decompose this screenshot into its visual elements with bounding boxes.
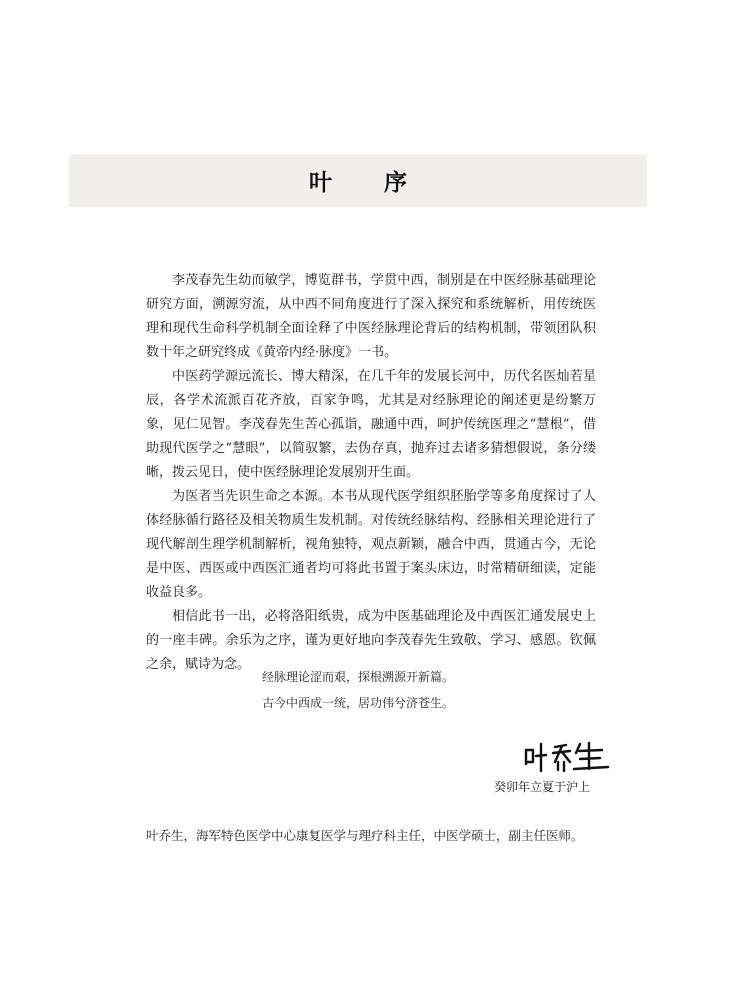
page-title: 叶 序 — [308, 170, 429, 196]
poem-line: 经脉理论涩而艰，探根溯源开新篇。 — [262, 670, 455, 684]
paragraph: 中医药学源远流长、博大精深，在几千年的发展长河中，历代名医灿若星辰，各学术流派百花齐放，百家争鸣，尤其是对经脉理论的阐述更是纷繁万象，见仁见智。李茂春先生苦心孤诣，融通中西，呵护传统医理之“慧根”，借助现代医学之“慧眼”，以简驭繁，去伪存真，抛弃过去诸多猜想假说，条分缕晰，拨云见日，使中医经脉理论发展别开生面。 — [146, 369, 596, 480]
poem-line: 古今中西成一统，居功伟兮济苍生。 — [262, 696, 455, 710]
author-bio: 叶乔生，海军特色医学中心康复医学与理疗科主任，中医学硕士，副主任医师。 — [146, 828, 584, 843]
preface-body — [146, 269, 596, 677]
title-band — [69, 154, 647, 207]
poem — [262, 664, 522, 716]
handwritten-signature — [522, 738, 612, 774]
paragraph: 相信此书一出，必将洛阳纸贵，成为中医基础理论及中西医汇通发展史上的一座丰碑。余乐为之序，谨为更好地向李茂春先生致敬、学习、感恩。钦佩之余，赋诗为念。 — [146, 609, 596, 672]
paragraph: 为医者当先识生命之本源。本书从现代医学组织胚胎学等多角度探讨了人体经脉循行路径及相关物质生发机制。对传统经脉结构、经脉相关理论进行了现代解剖生理学机制解析，视角独特，观点新颖，融合中西，贯通古今，无论是中医、西医或中西医汇通者均可将此书置于案头床边，时常精研细读，定能收益良多。 — [146, 489, 596, 600]
paragraph: 李茂春先生幼而敏学，博览群书，学贯中西，制别是在中医经脉基础理论研究方面，溯源穷流，从中西不同角度进行了深入探究和系统解析，用传统医理和现代生命科学机制全面诠释了中医经脉理论背后的结构机制，带领团队积数十年之研究终成《黄帝内经·脉度》一书。 — [146, 273, 596, 360]
dateline: 癸卯年立夏于沪上 — [493, 780, 590, 794]
